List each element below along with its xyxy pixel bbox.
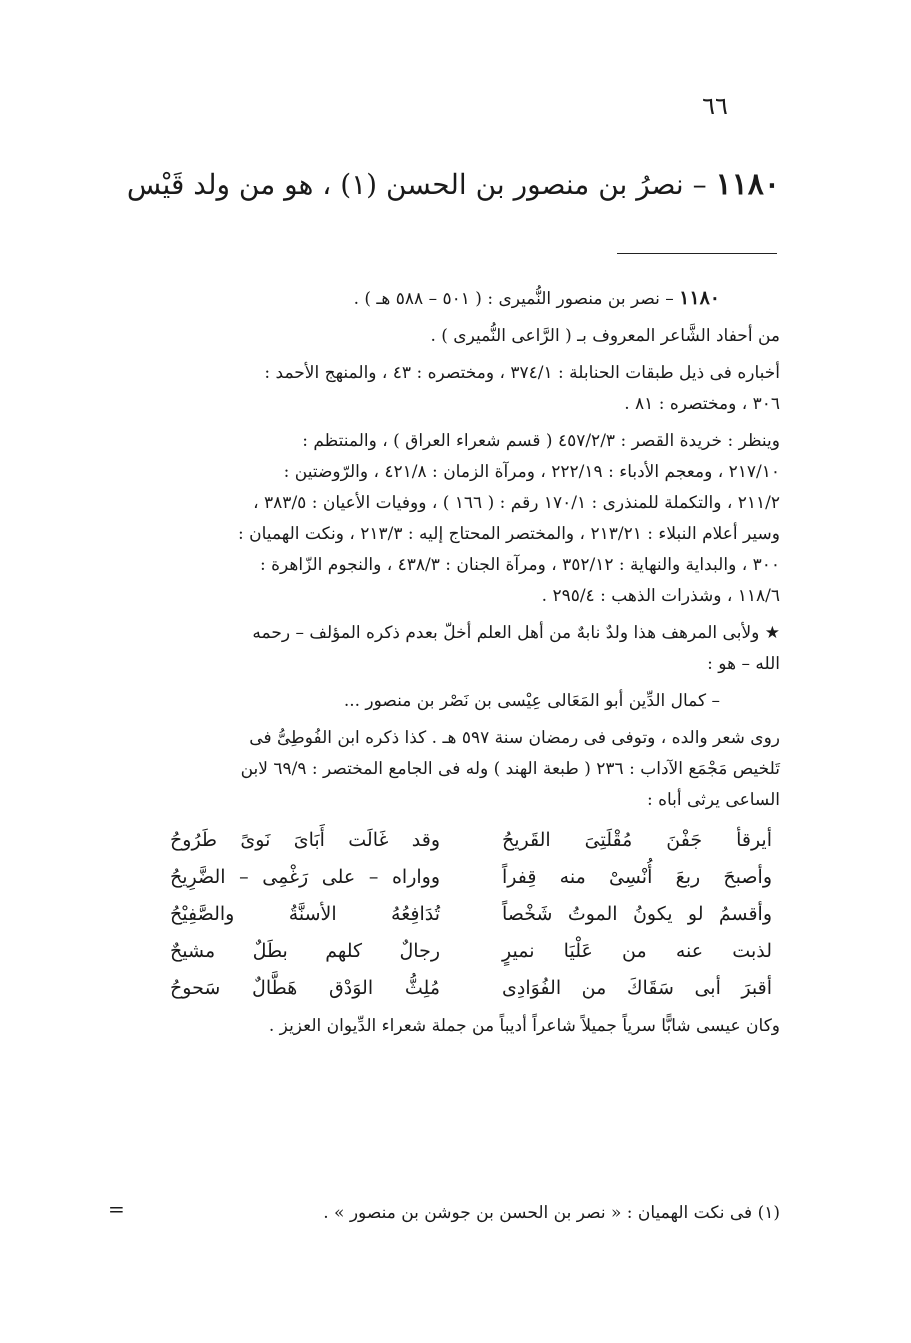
- verse-second-hemistich: رجالٌ كلهم بطَلٌ مشيحٌ: [170, 940, 440, 962]
- note-line: – كمال الدِّين أبو المَعَالى عِيْسى بن نَصْر بن منصور ...: [343, 691, 720, 711]
- footnote: (١) فى نكت الهميان : « نصر بن الحسن بن جوشن بن منصور » .: [323, 1203, 780, 1223]
- note-line: ٣٠٦ ، ومختصره : ٨١ .: [624, 394, 780, 414]
- note-line: وكان عيسى شابًّا سرياً جميلاً شاعراً أديباً من جملة شعراء الدِّيوان العزيز .: [268, 1016, 780, 1036]
- verse-second-hemistich: وواراه – على رَغْمِى – الضَّرِيحُ: [170, 866, 440, 888]
- entry-number: ١١٨٠: [715, 167, 780, 202]
- note-line: [100, 283, 780, 315]
- continuation-mark: =: [108, 1197, 125, 1221]
- verse-second-hemistich: وقد غَالَت أَبَاىَ نَوىً طَرُوحُ: [170, 829, 440, 851]
- main-entry: [100, 160, 780, 210]
- note-line: الله – هو :: [707, 654, 780, 674]
- verse-first-hemistich: لذبت عنه من عَلْيَا نميرٍ: [502, 940, 772, 962]
- note-line: ★ ولأبى المرهف هذا ولدٌ نابهٌ من أهل العلم أخلّ بعدم ذكره المؤلف – رحمه: [252, 623, 780, 643]
- footnote-separator: [617, 253, 777, 254]
- verse-second-hemistich: مُلِثُّ الوَدْق هَطَّالٌ سَحوحُ: [170, 977, 440, 999]
- verse-first-hemistich: وأصبحَ ربعَ أُنْسِىْ منه قِفراً: [502, 866, 772, 888]
- poem-verse: [100, 896, 780, 933]
- note-line: ٢١١/٢ ، والتكملة للمنذرى : ١٧٠/١ رقم : ( ١٦٦ ) ، ووفيات الأعيان : ٣٨٣/٥ ،: [253, 493, 780, 513]
- note-line: وسير أعلام النبلاء : ٢١٣/٢١ ، والمختصر المحتاج إليه : ٢١٣/٣ ، ونكت الهميان :: [238, 524, 780, 544]
- note-line: وينظر : خريدة القصر : ٤٥٧/٢/٣ ( قسم شعراء العراق ) ، والمنتظم :: [302, 431, 780, 451]
- page-number: ٦٦: [702, 92, 728, 120]
- poem-verse: [100, 970, 780, 1007]
- note-number: ١١٨٠: [679, 287, 720, 309]
- verse-first-hemistich: أقبرَ أبى سَقَاكَ من الفُوَادِى: [502, 977, 772, 999]
- note-line: ١١٨/٦ ، وشذرات الذهب : ٢٩٥/٤ .: [541, 586, 780, 606]
- note-line: الساعى يرثى أباه :: [646, 790, 780, 810]
- poem-verse: [100, 822, 780, 859]
- poem-verse: [100, 859, 780, 896]
- note-line: ٢١٧/١٠ ، ومعجم الأدباء : ٢٢٢/١٩ ، ومرآة الزمان : ٤٢١/٨ ، والرّوضتين :: [283, 462, 780, 482]
- note-line: من أحفاد الشَّاعر المعروف بـ ( الرَّاعى النُّميرى ) .: [430, 326, 780, 346]
- note-text: – نصر بن منصور النُّميرى : ( ٥٠١ – ٥٨٨ هـ ) .: [353, 289, 674, 309]
- verse-first-hemistich: أيرقأ جَفْنَ مُقْلَتِىَ القَريحُ: [502, 829, 772, 851]
- entry-text: – نصرُ بن منصور بن الحسن (١) ، هو من ولد قَيْس: [126, 168, 707, 201]
- note-line: ٣٠٠ ، والبداية والنهاية : ٣٥٢/١٢ ، ومرآة الجنان : ٤٣٨/٣ ، والنجوم الزّاهرة :: [260, 555, 780, 575]
- poem: [100, 822, 780, 1007]
- editor-notes: [100, 283, 780, 1042]
- verse-first-hemistich: وأقسمُ لو يكونُ الموتُ شَخْصاً: [502, 903, 772, 925]
- verse-second-hemistich: تُدَافِعُهُ الأسنَّةُ والصَّفِيْحُ: [170, 903, 440, 925]
- note-line: تَلخيص مَجْمَع الآداب : ٢٣٦ ( طبعة الهند ) وله فى الجامع المختصر : ٦٩/٩ لابن: [240, 759, 780, 779]
- note-line: روى شعر والده ، وتوفى فى رمضان سنة ٥٩٧ هـ . كذا ذكره ابن الفُوطِىُّ فى: [249, 728, 780, 748]
- poem-verse: [100, 933, 780, 970]
- note-line: أخباره فى ذيل طبقات الحنابلة : ٣٧٤/١ ، ومختصره : ٤٣ ، والمنهج الأحمد :: [264, 363, 780, 383]
